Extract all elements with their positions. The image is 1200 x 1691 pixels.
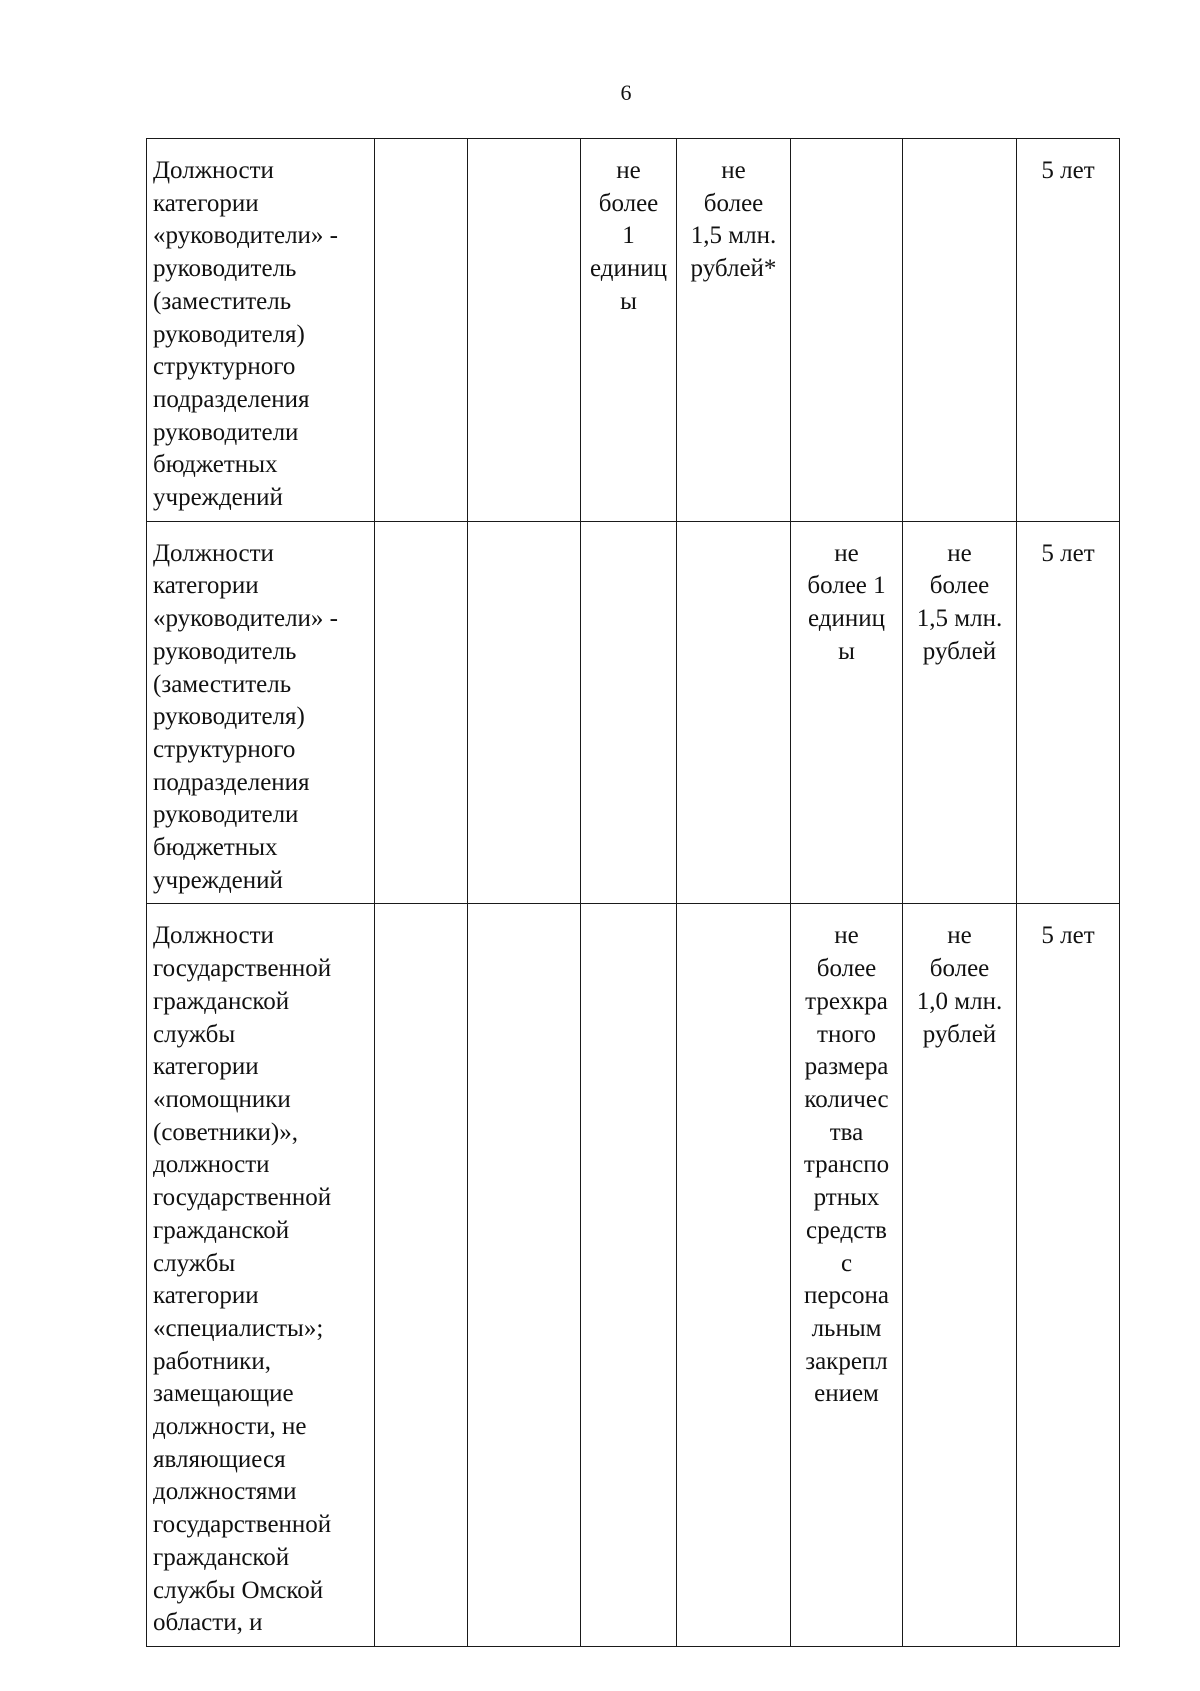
cell-text-line: службы Омской xyxy=(153,1576,324,1604)
requirements-table xyxy=(146,138,1120,1647)
quantity-cell xyxy=(791,904,903,1646)
cell-text-line: (советники)», xyxy=(153,1118,298,1146)
cell-text-line: транспо xyxy=(803,1151,890,1179)
cell-text-line: бюджетных xyxy=(153,451,278,479)
cell-text-line: более xyxy=(816,955,877,983)
cell-text-line: ы xyxy=(620,287,637,315)
cell-text-line: «руководители» - xyxy=(153,605,339,633)
cell-text-line: категории xyxy=(153,1282,259,1310)
table-cell xyxy=(677,521,791,904)
cell-text-line: Должности xyxy=(153,539,274,567)
cell-text-line: учреждений xyxy=(153,484,283,512)
cell-text-line: руководителя) xyxy=(153,320,305,348)
cell-text-line: «специалисты»; xyxy=(153,1314,324,1342)
cell-text-line: Должности xyxy=(153,157,274,184)
cell-text-line: не xyxy=(947,539,972,567)
table-cell xyxy=(677,904,791,1646)
cell-text-line: структурного xyxy=(153,735,296,763)
cell-text-line: руководители xyxy=(153,418,299,446)
cell-text-line: 1,5 млн. xyxy=(690,222,777,250)
quantity-cell xyxy=(791,521,903,904)
cell-text-line: размера xyxy=(804,1053,889,1081)
quantity-cell xyxy=(581,139,677,522)
quantity-cell xyxy=(791,139,903,522)
cell-text-line: гражданской xyxy=(153,1216,290,1244)
cell-text-line: не xyxy=(834,539,859,567)
cell-text-line: работники, xyxy=(153,1347,271,1375)
cell-text-line: (заместитель xyxy=(153,670,292,698)
table-cell xyxy=(468,904,581,1646)
cell-text-line: категории xyxy=(153,572,259,600)
cell-text-line: 1,0 млн. xyxy=(916,987,1003,1015)
cell-text-line: должностями xyxy=(153,1478,297,1506)
cell-text-line: единиц xyxy=(807,605,885,633)
cell-text-line: «помощники xyxy=(153,1085,291,1113)
cell-text-line: более 1 xyxy=(807,572,886,600)
cell-text-line: трехкра xyxy=(805,987,888,1015)
cell-text-line: тного xyxy=(817,1020,876,1048)
cell-text-line: (заместитель xyxy=(153,287,292,315)
cell-text-line: структурного xyxy=(153,353,296,381)
cell-text-line: не xyxy=(834,922,859,950)
cell-text-line: средств xyxy=(806,1216,887,1244)
cell-text-line: с xyxy=(840,1249,853,1277)
cell-text-line: службы xyxy=(153,1020,236,1048)
cell-text-line: единиц xyxy=(589,255,667,283)
table-cell xyxy=(581,521,677,904)
cell-text-line: являющиеся xyxy=(153,1445,286,1473)
cell-text-line: 1,5 млн. xyxy=(916,605,1003,633)
position-title-cell xyxy=(147,521,375,904)
cell-text-line: государственной xyxy=(153,1184,332,1212)
cell-text-line: не xyxy=(947,922,972,950)
cell-text-line: категории xyxy=(153,1053,259,1081)
cell-text-line: Должности xyxy=(153,922,274,950)
cell-text-line: более xyxy=(929,955,990,983)
cell-text-line: бюджетных xyxy=(153,834,278,862)
cell-text-line: 5 лет xyxy=(1041,539,1095,567)
table-cell xyxy=(375,904,468,1646)
table-cell xyxy=(468,521,581,904)
cell-text-line: более xyxy=(929,572,990,600)
cell-text-line: 5 лет xyxy=(1041,157,1095,184)
table-cell xyxy=(375,139,468,522)
cell-text-line: должности xyxy=(153,1151,270,1179)
cell-text-line: государственной xyxy=(153,955,332,983)
cell-text-line: 1 xyxy=(622,222,635,250)
cell-text-line: гражданской xyxy=(153,987,290,1015)
page-number: 6 xyxy=(620,80,632,105)
cell-text-line: тва xyxy=(829,1118,864,1146)
cell-text-line: руководитель xyxy=(153,637,297,665)
cell-text-line: подразделения xyxy=(153,768,310,796)
cell-text-line: руководителя) xyxy=(153,703,305,731)
price-cell xyxy=(903,139,1017,522)
price-cell xyxy=(677,139,791,522)
cell-text-line: закрепл xyxy=(805,1347,888,1375)
cell-text-line: персона xyxy=(803,1282,890,1310)
table-cell xyxy=(468,139,581,522)
table-cell xyxy=(581,904,677,1646)
cell-text-line: категории xyxy=(153,189,259,217)
position-title-cell xyxy=(147,904,375,1646)
cell-text-line: льным xyxy=(811,1314,882,1342)
cell-text-line: учреждений xyxy=(153,866,283,894)
cell-text-line: рублей* xyxy=(690,255,777,283)
table-row xyxy=(147,139,1120,522)
table-cell xyxy=(375,521,468,904)
period-cell xyxy=(1017,521,1120,904)
cell-text-line: должности, не xyxy=(153,1413,307,1441)
price-cell xyxy=(903,521,1017,904)
cell-text-line: подразделения xyxy=(153,385,310,413)
cell-text-line: рублей xyxy=(922,637,997,665)
cell-text-line: ы xyxy=(838,637,855,665)
cell-text-line: руководитель xyxy=(153,255,297,283)
period-cell xyxy=(1017,139,1120,522)
cell-text-line: области, и xyxy=(153,1609,263,1637)
cell-text-line: замещающие xyxy=(153,1380,294,1408)
cell-text-line: гражданской xyxy=(153,1543,290,1571)
cell-text-line: руководители xyxy=(153,801,299,829)
cell-text-line: количес xyxy=(804,1085,889,1113)
cell-text-line: более xyxy=(598,189,659,217)
cell-text-line: «руководители» - xyxy=(153,222,339,250)
price-cell xyxy=(903,904,1017,1646)
cell-text-line: не xyxy=(616,157,641,184)
cell-text-line: службы xyxy=(153,1249,236,1277)
position-title-cell xyxy=(147,139,375,522)
cell-text-line: рублей xyxy=(922,1020,997,1048)
cell-text-line: 5 лет xyxy=(1041,922,1095,950)
cell-text-line: ртных xyxy=(813,1184,880,1212)
cell-text-line: государственной xyxy=(153,1511,332,1539)
cell-text-line: более xyxy=(703,189,764,217)
cell-text-line: ением xyxy=(814,1380,879,1408)
table-row xyxy=(147,521,1120,904)
table-row xyxy=(147,904,1120,1646)
cell-text-line: не xyxy=(721,157,746,184)
period-cell xyxy=(1017,904,1120,1646)
